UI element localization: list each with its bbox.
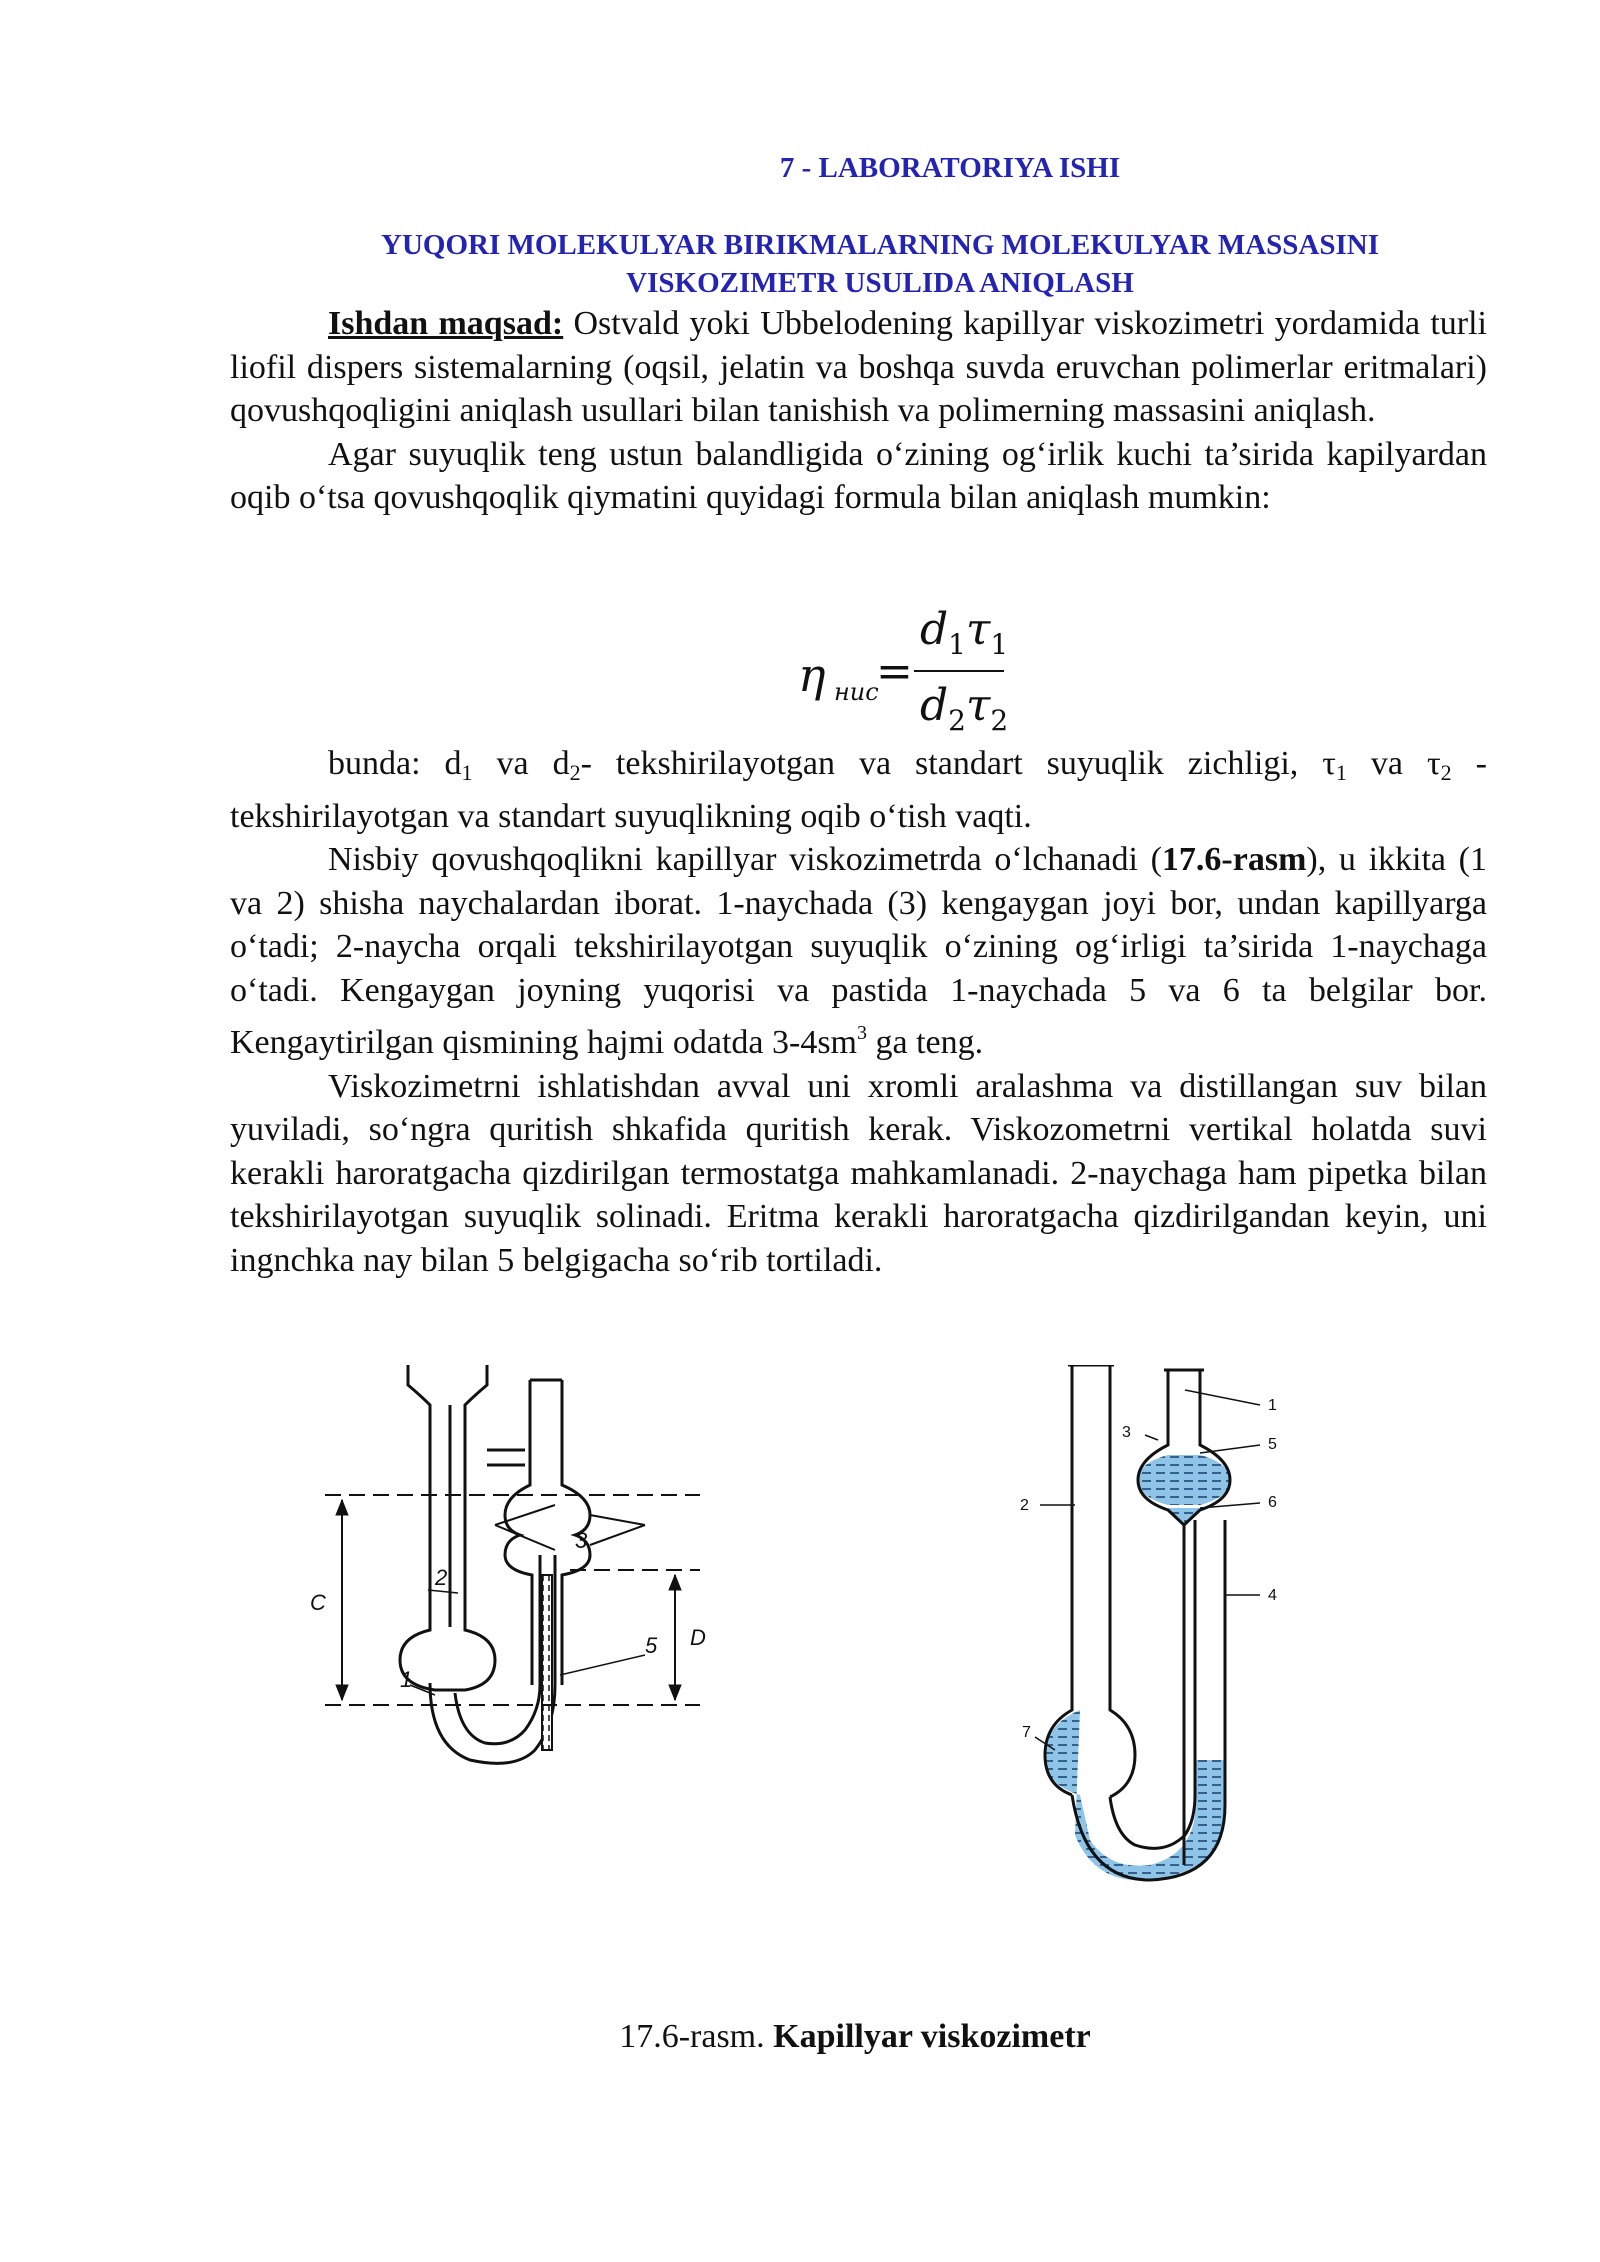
viscosity-formula (790, 600, 1030, 740)
figure-right-viscometer (1035, 1365, 1260, 1880)
fig-left-label-1: 1 (400, 1667, 413, 1692)
formula-numerator: $d_1\tau_1$ (920, 604, 1009, 661)
figure-caption (0, 2018, 1600, 2056)
fig-right-label-7: 7 (1022, 1724, 1031, 1741)
fig-left-label-C: C (310, 1590, 326, 1615)
formula-fraction-bar (914, 670, 1004, 672)
fig-left-label-5: 5 (645, 1633, 658, 1658)
fig-right-label-4: 4 (1268, 1587, 1277, 1604)
main-title (230, 226, 1530, 302)
lab-title: 7 - LABORATORIYA ISHI (779, 152, 1121, 184)
caption-title: Kapillyar viskozimetr (773, 2018, 1091, 2055)
viscometer-figures (300, 1365, 1500, 2015)
figure-reference: 17.6-rasm (1161, 841, 1307, 878)
fig-left-label-2: 2 (435, 1565, 448, 1590)
fig-right-label-3: 3 (1122, 1424, 1131, 1441)
intro-text (230, 302, 1487, 520)
goal-paragraph (230, 302, 1487, 433)
formula-denominator: $d_2\tau_2$ (920, 680, 1009, 737)
fig-left-label-D: D (690, 1625, 706, 1650)
formula-eta: η (798, 648, 826, 702)
fig-right-label-6: 6 (1268, 1494, 1277, 1511)
fig-right-label-5: 5 (1268, 1436, 1277, 1453)
procedure-paragraph: Viskozimetrni ishlatishdan avval uni xromli aralashma va distillangan suv bilan yuviladi, so‘ngra quritish shkafida quritish kerak. Viskozometrni vertikal holatda suvi kerakli haroratgacha qizdirilgan termostatga mahkamlanadi. 2-naychaga ham pipetka bilan tekshirilayotgan suyuqlik solinadi. Eritma kerakli haroratgacha qizdirilgandan keyin, uni ingnchka nay bilan 5 belgigacha so‘rib tortiladi. (230, 1067, 1487, 1279)
formula-intro-paragraph: Agar suyuqlik teng ustun balandligida o‘zining og‘irlik kuchi ta’sirida kapilyardan oqib o‘tsa qovushqoqlik qiymatini quyidagi formula bilan aniqlash mumkin: (230, 435, 1487, 516)
main-title-line2: VISKOZIMETR USULIDA ANIQLASH (626, 267, 1134, 299)
caption-prefix: 17.6-rasm. (619, 2018, 774, 2055)
fig-left-label-3: 3 (575, 1528, 588, 1553)
main-text (230, 742, 1487, 1282)
description-paragraph: Nisbiy qovushqoqlikni kapillyar viskozimetrda o‘lchanadi (17.6-rasm), u ikkita (1 va 2) shisha naychalardan iborat. 1-naychada (3) kengaygan joyi bor, undan kapillyarga o‘tadi; 2-naycha orqali tekshirilayotgan suyuqlik o‘zining og‘irligi ta’sirida 1-naychaga o‘tadi. Kengaygan joyning yuqorisi va pastida 1-naychada 5 va 6 ta belgilar bor. Kengaytirilgan qismining hajmi odatda $3-4sm^3$ ga teng. (230, 841, 1488, 1061)
fig-right-label-2: 2 (1020, 1497, 1029, 1514)
fig-right-label-1: 1 (1268, 1397, 1277, 1414)
goal-label: Ishdan maqsad: (328, 305, 564, 342)
goal-text: Ostvald yoki Ubbelodening kapillyar viskozimetri yordamida turli liofil dispers sistemalarning (oqsil, jelatin va boshqa suvda eruvchan polimerlar eritmalari) qovushqoqligini aniqlash usullari bilan tanishish va polimerning massasini aniqlash. (230, 305, 1487, 429)
formula-equals: = (876, 646, 913, 697)
definitions-paragraph: bunda: $d_1$ va $d_2-$ tekshirilayotgan va standart suyuqlik zichligi, $\tau_1$ va $\tau_2$ - tekshirilayotgan va standart suyuqlikning oqib o‘tish vaqti. (230, 745, 1487, 835)
figure-left-ostwald (325, 1365, 700, 1763)
formula-eta-subscript: нис (834, 678, 879, 706)
main-title-line1: YUQORI MOLEKULYAR BIRIKMALARNING MOLEKULYAR MASSASINI (381, 229, 1379, 261)
